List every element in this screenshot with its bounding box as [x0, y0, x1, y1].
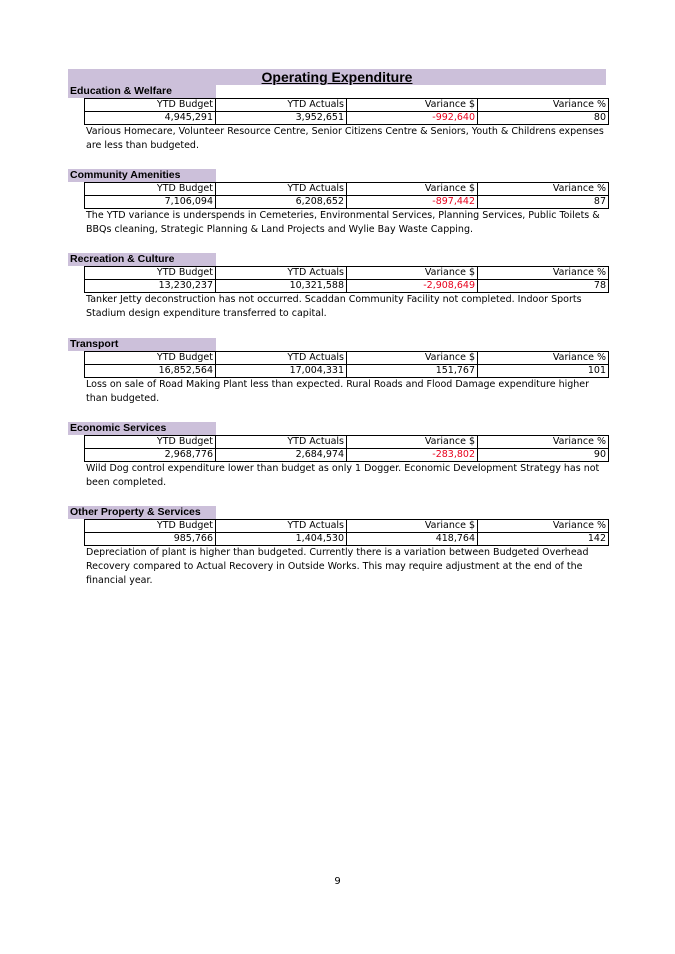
ytd-actuals-value: 1,404,530	[216, 533, 347, 546]
ytd-budget-value: 985,766	[85, 533, 216, 546]
col-header: Variance %	[478, 267, 609, 280]
col-header: YTD Actuals	[216, 352, 347, 365]
col-header: YTD Budget	[85, 267, 216, 280]
figures-table	[84, 351, 609, 378]
variance-value: 418,764	[347, 533, 478, 546]
section-heading: Community Amenities	[68, 169, 216, 182]
table-row	[85, 112, 609, 125]
variance-value: -283,802	[347, 449, 478, 462]
table-header-row	[85, 520, 609, 533]
col-header: Variance $	[347, 183, 478, 196]
col-header: YTD Budget	[85, 436, 216, 449]
col-header: YTD Actuals	[216, 267, 347, 280]
section-note: Tanker Jetty deconstruction has not occurred. Scaddan Community Facility not completed. Indoor Sports Stadium design expenditure transferred to capital.	[86, 294, 582, 319]
section-education-welfare	[68, 85, 608, 153]
page-title-bar	[68, 69, 606, 85]
ytd-budget-value: 2,968,776	[85, 449, 216, 462]
figures-table	[84, 182, 609, 209]
col-header: Variance %	[478, 99, 609, 112]
col-header: Variance $	[347, 520, 478, 533]
table-header-row	[85, 183, 609, 196]
section-heading: Recreation & Culture	[68, 253, 216, 266]
variance-pct-value: 80	[478, 112, 609, 125]
table-header-row	[85, 99, 609, 112]
variance-value: -2,908,649	[347, 280, 478, 293]
table-row	[85, 449, 609, 462]
col-header: YTD Budget	[85, 183, 216, 196]
figures-table	[84, 266, 609, 293]
section-heading: Transport	[68, 338, 216, 351]
variance-value: -897,442	[347, 196, 478, 209]
section-note: Various Homecare, Volunteer Resource Centre, Senior Citizens Centre & Seniors, Youth & Childrens expenses are less than budgeted.	[86, 126, 604, 151]
section-note: Loss on sale of Road Making Plant less than expected. Rural Roads and Flood Damage expenditure higher than budgeted.	[86, 379, 590, 404]
section-other-property-services	[68, 506, 608, 588]
section-note: Wild Dog control expenditure lower than budget as only 1 Dogger. Economic Development Strategy has not been completed.	[86, 463, 600, 488]
section-community-amenities	[68, 169, 608, 237]
table-header-row	[85, 267, 609, 280]
ytd-actuals-value: 17,004,331	[216, 365, 347, 378]
section-note: Depreciation of plant is higher than budgeted. Currently there is a variation between Budgeted Overhead Recovery compared to Actual Recovery in Outside Works. This may require adjustment at the end of the financial year.	[86, 547, 589, 586]
col-header: Variance $	[347, 99, 478, 112]
section-note: The YTD variance is underspends in Cemeteries, Environmental Services, Planning Services, Public Toilets & BBQs cleaning, Strategic Planning & Land Projects and Wylie Bay Waste Capping.	[86, 210, 600, 235]
table-row	[85, 533, 609, 546]
section-heading: Economic Services	[68, 422, 216, 435]
section-heading: Education & Welfare	[68, 85, 216, 98]
col-header: Variance %	[478, 183, 609, 196]
section-economic-services	[68, 422, 608, 490]
col-header: YTD Actuals	[216, 520, 347, 533]
variance-pct-value: 87	[478, 196, 609, 209]
ytd-budget-value: 16,852,564	[85, 365, 216, 378]
figures-table	[84, 98, 609, 125]
figures-table	[84, 519, 609, 546]
section-recreation-culture	[68, 253, 608, 321]
variance-pct-value: 101	[478, 365, 609, 378]
col-header: YTD Budget	[85, 352, 216, 365]
ytd-actuals-value: 2,684,974	[216, 449, 347, 462]
ytd-actuals-value: 10,321,588	[216, 280, 347, 293]
table-header-row	[85, 436, 609, 449]
figures-table	[84, 435, 609, 462]
col-header: Variance $	[347, 267, 478, 280]
col-header: YTD Actuals	[216, 183, 347, 196]
ytd-actuals-value: 3,952,651	[216, 112, 347, 125]
page-number: 9	[334, 876, 341, 887]
col-header: YTD Actuals	[216, 436, 347, 449]
section-transport	[68, 338, 608, 406]
table-row	[85, 365, 609, 378]
ytd-budget-value: 13,230,237	[85, 280, 216, 293]
table-row	[85, 196, 609, 209]
variance-value: -992,640	[347, 112, 478, 125]
col-header: Variance %	[478, 352, 609, 365]
ytd-budget-value: 4,945,291	[85, 112, 216, 125]
page-title: Operating Expenditure	[261, 69, 413, 85]
col-header: Variance $	[347, 352, 478, 365]
table-row	[85, 280, 609, 293]
col-header: YTD Actuals	[216, 99, 347, 112]
col-header: YTD Budget	[85, 520, 216, 533]
section-heading: Other Property & Services	[68, 506, 216, 519]
col-header: YTD Budget	[85, 99, 216, 112]
col-header: Variance %	[478, 520, 609, 533]
ytd-budget-value: 7,106,094	[85, 196, 216, 209]
ytd-actuals-value: 6,208,652	[216, 196, 347, 209]
col-header: Variance $	[347, 436, 478, 449]
variance-pct-value: 78	[478, 280, 609, 293]
variance-pct-value: 142	[478, 533, 609, 546]
variance-pct-value: 90	[478, 449, 609, 462]
table-header-row	[85, 352, 609, 365]
variance-value: 151,767	[347, 365, 478, 378]
col-header: Variance %	[478, 436, 609, 449]
